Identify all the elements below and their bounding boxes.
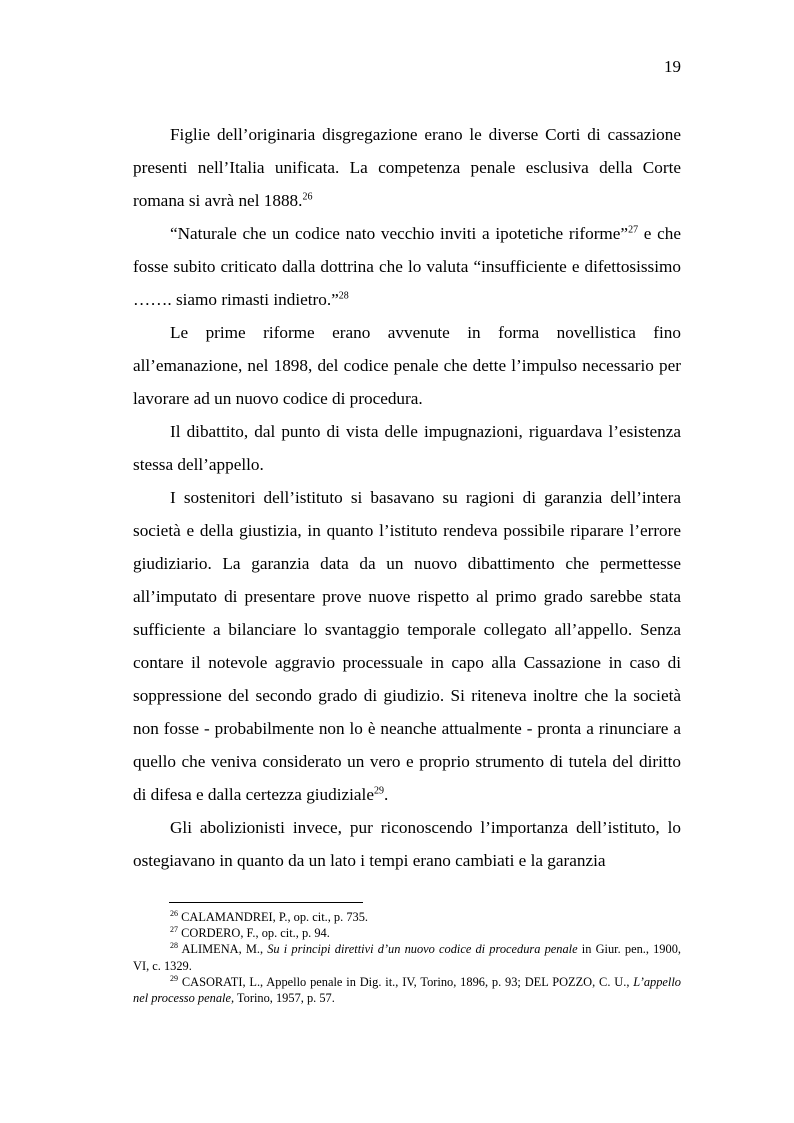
body-text xyxy=(133,118,681,877)
footnote-text: CASORATI, L., Appello penale in Dig. it., IV, Torino, 1896, p. 93; DEL POZZO, C. U., xyxy=(181,974,634,989)
footnote-ref-27[interactable]: 27 xyxy=(628,224,639,236)
paragraph-2-text-b: e che fosse subito criticato dalla dottrina che lo valuta “insufficiente e difettosissimo ……. siamo rimasti indietro.” xyxy=(133,224,681,309)
footnote-title: L’appello nel processo penale, xyxy=(133,974,681,1006)
footnote-title: Su i principi direttivi d’un nuovo codice di procedura penale xyxy=(267,942,578,957)
paragraph-6: Gli abolizionisti invece, pur riconoscendo l’importanza dell’istituto, lo ostegiavano in quanto da un lato i tempi erano cambiati e la garanzia xyxy=(133,818,681,870)
footnote-ref-26[interactable]: 26 xyxy=(302,191,313,203)
footnote-text: CALAMANDREI, P., op. cit., p. 735. xyxy=(181,910,369,924)
footnote-number: 27 xyxy=(170,925,178,935)
paragraph-1-text: Figlie dell’originaria disgregazione erano le diverse Corti di cassazione presenti nell’Italia unificata. La competenza penale esclusiva della Corte romana si avrà nel 1888. xyxy=(133,125,681,210)
footnote-29 xyxy=(133,974,681,1006)
paragraph-3: Le prime riforme erano avvenute in forma novellistica fino all’emanazione, nel 1898, del codice penale che dette l’impulso necessario per lavorare ad un nuovo codice di procedura. xyxy=(133,323,681,408)
paragraph-5-tail: . xyxy=(383,785,389,804)
footnote-number: 26 xyxy=(170,908,178,918)
paragraph-2 xyxy=(133,217,681,316)
footnote-number: 28 xyxy=(170,941,178,951)
footnote-27 xyxy=(133,925,681,941)
paragraph-2-text-a: “Naturale che un codice nato vecchio inviti a ipotetiche riforme” xyxy=(170,224,629,243)
footnotes xyxy=(133,909,681,1006)
footnote-separator xyxy=(169,902,363,903)
footnote-text: CORDERO, F., op. cit., p. 94. xyxy=(181,926,330,941)
footnote-text: in Giur. pen., 1900, VI, c. 1329. xyxy=(133,942,681,973)
footnote-28 xyxy=(133,941,681,973)
paragraph-5 xyxy=(133,481,681,811)
page-number: 19 xyxy=(664,57,681,76)
footnote-text: ALIMENA, M., xyxy=(181,942,268,957)
paragraph-4: Il dibattito, dal punto di vista delle impugnazioni, riguardava l’esistenza stessa dell’appello. xyxy=(133,422,681,474)
footnote-text: Torino, 1957, p. 57. xyxy=(234,991,335,1006)
footnote-26 xyxy=(133,909,681,925)
paragraph-5-text: I sostenitori dell’istituto si basavano su ragioni di garanzia dell’intera società e della giustizia, in quanto l’istituto rendeva possibile riparare l’errore giudiziario. La garanzia data da un nuovo dibattimento che permettesse all’imputato di presentare prove nuove rispetto al primo grado sarebbe stata sufficiente a bilanciare lo svantaggio temporale collegato all’appello. Senza contare il notevole aggravio processuale in capo alla Cassazione in caso di soppressione del secondo grado di giudizio. Si riteneva inoltre che la società non fosse - probabilmente non lo è neanche attualmente - pronta a rinunciare a quello che veniva considerato un vero e proprio strumento di tutela del diritto di difesa e dalla certezza giudiziale xyxy=(133,488,681,804)
footnote-ref-29[interactable]: 29 xyxy=(373,785,384,797)
paragraph-1 xyxy=(133,118,681,217)
footnote-number: 29 xyxy=(170,973,178,983)
footnote-ref-28[interactable]: 28 xyxy=(338,290,349,302)
